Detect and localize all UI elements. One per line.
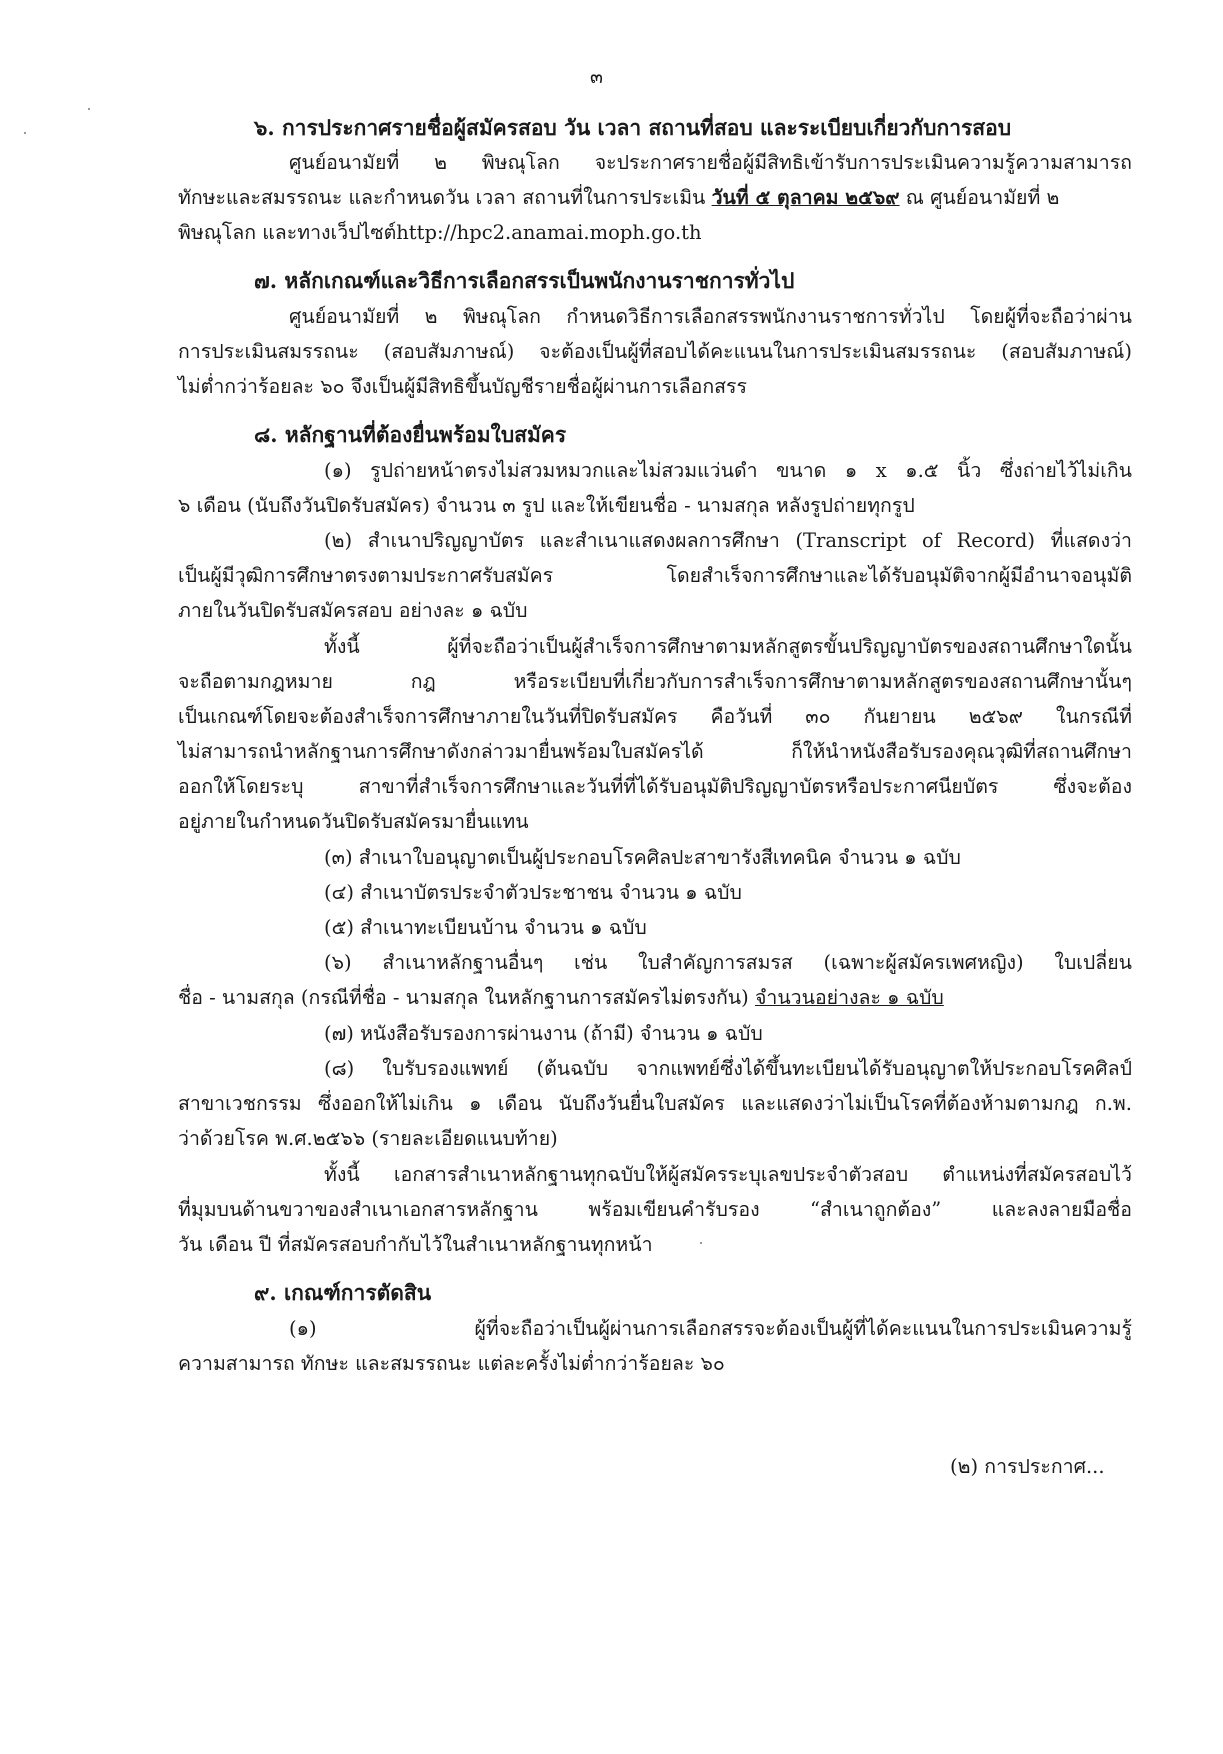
section-8-note-1-line-5: ออกให้โดยระบุ สาขาที่สำเร็จการศึกษาและวันที่ที่ได้รับอนุมัติปริญญาบัตรหรือประกาศนียบัตร ซึ่งจะต้อง bbox=[178, 775, 1132, 798]
section-8-note-1-line-3: เป็นเกณฑ์โดยจะต้องสำเร็จการศึกษาภายในวันที่ปิดรับสมัคร คือวันที่ ๓๐ กันยายน ๒๕๖๙ ในกรณีที่ bbox=[178, 705, 1132, 728]
section-8-note-1-line-4: ไม่สามารถนำหลักฐานการศึกษาดังกล่าวมายื่นพร้อมใบสมัครได้ ก็ให้นำหนังสือรับรองคุณวุฒิที่สถานศึกษา bbox=[178, 740, 1132, 763]
scan-speck bbox=[88, 108, 90, 110]
section-8-item-1-line-2: ๖ เดือน (นับถึงวันปิดรับสมัคร) จำนวน ๓ รูป และให้เขียนชื่อ - นามสกุล หลังรูปถ่ายทุกรูป bbox=[178, 494, 915, 517]
scan-speck bbox=[700, 1242, 702, 1244]
copies-each-underlined: จำนวนอย่างละ ๑ ฉบับ bbox=[754, 986, 944, 1009]
section-6-line-1: ศูนย์อนามัยที่ ๒ พิษณุโลก จะประกาศรายชื่อผู้มีสิทธิเข้ารับการประเมินความรู้ความสามารถ bbox=[289, 151, 1132, 174]
section-8-note-2-line-2: ที่มุมบนด้านขวาของสำเนาเอกสารหลักฐาน พร้อมเขียนคำรับรอง “สำเนาถูกต้อง” และลงลายมือชื่อ bbox=[178, 1198, 1132, 1221]
section-6-line-2 bbox=[178, 183, 1059, 213]
section-8-note-1-line-1: ทั้งนี้ ผู้ที่จะถือว่าเป็นผู้สำเร็จการศึกษาตามหลักสูตรขั้นปริญญาบัตรของสถานศึกษาใดนั้น bbox=[324, 635, 1132, 658]
section-9-item-1-line-2: ความสามารถ ทักษะ และสมรรถนะ แต่ละครั้งไม่ต่ำกว่าร้อยละ ๖๐ bbox=[178, 1352, 725, 1375]
section-8-item-2-line-3: ภายในวันปิดรับสมัครสอบ อย่างละ ๑ ฉบับ bbox=[178, 599, 528, 622]
section-9-heading: ๙. เกณฑ์การตัดสิน bbox=[254, 1280, 432, 1305]
section-8-item-1-line-1: (๑) รูปถ่ายหน้าตรงไม่สวมหมวกและไม่สวมแว่นดำ ขนาด ๑ x ๑.๕ นิ้ว ซึ่งถ่ายไว้ไม่เกิน bbox=[324, 459, 1132, 482]
section-8-note-1-line-2: จะถือตามกฎหมาย กฎ หรือระเบียบที่เกี่ยวกับการสำเร็จการศึกษาตามหลักสูตรของสถานศึกษานั้นๆ bbox=[178, 670, 1132, 693]
section-8-note-2-line-1: ทั้งนี้ เอกสารสำเนาหลักฐานทุกฉบับให้ผู้สมัครระบุเลขประจำตัวสอบ ตำแหน่งที่สมัครสอบไว้ bbox=[324, 1163, 1132, 1186]
section-8-item-7: (๗) หนังสือรับรองการผ่านงาน (ถ้ามี) จำนวน ๑ ฉบับ bbox=[324, 1022, 763, 1045]
section-8-item-8-line-3: ว่าด้วยโรค พ.ศ.๒๕๖๖ (รายละเอียดแนบท้าย) bbox=[178, 1127, 558, 1150]
page-number: ๓ bbox=[590, 66, 603, 88]
section-6-line-2-text: ทักษะและสมรรถนะ และกำหนดวัน เวลา สถานที่ในการประเมิน bbox=[178, 186, 712, 209]
section-8-item-6-line-2 bbox=[178, 983, 944, 1013]
section-8-note-2-line-3: วัน เดือน ปี ที่สมัครสอบกำกับไว้ในสำเนาหลักฐานทุกหน้า bbox=[178, 1233, 653, 1256]
section-7-line-2: การประเมินสมรรถนะ (สอบสัมภาษณ์) จะต้องเป็นผู้ที่สอบได้คะแนนในการประเมินสมรรถนะ (สอบสัมภาษณ์) bbox=[178, 340, 1132, 363]
scan-speck bbox=[24, 132, 26, 134]
section-8-heading: ๘. หลักฐานที่ต้องยื่นพร้อมใบสมัคร bbox=[254, 422, 567, 447]
section-8-item-2-line-1: (๒) สำเนาปริญญาบัตร และสำเนาแสดงผลการศึกษา (Transcript of Record) ที่แสดงว่า bbox=[324, 529, 1132, 552]
section-6-line-2-tail: ณ ศูนย์อนามัยที่ ๒ bbox=[899, 186, 1060, 209]
section-6-heading: ๖. การประกาศรายชื่อผู้สมัครสอบ วัน เวลา สถานที่สอบ และระเบียบเกี่ยวกับการสอบ bbox=[254, 115, 1012, 140]
assessment-date: วันที่ ๕ ตุลาคม ๒๕๖๙ bbox=[711, 186, 900, 209]
section-8-item-3: (๓) สำเนาใบอนุญาตเป็นผู้ประกอบโรคศิลปะสาขารังสีเทคนิค จำนวน ๑ ฉบับ bbox=[324, 846, 961, 869]
section-8-item-8-line-1: (๘) ใบรับรองแพทย์ (ต้นฉบับ จากแพทย์ซึ่งได้ขึ้นทะเบียนได้รับอนุญาตให้ประกอบโรคศิลป์ bbox=[324, 1057, 1132, 1080]
section-8-item-8-line-2: สาขาเวชกรรม ซึ่งออกให้ไม่เกิน ๑ เดือน นับถึงวันยื่นใบสมัคร และแสดงว่าไม่เป็นโรคที่ต้องห้ามตามกฎ ก.พ. bbox=[178, 1092, 1132, 1115]
section-8-item-6-line-2-text: ชื่อ - นามสกุล (กรณีที่ชื่อ - นามสกุล ในหลักฐานการสมัครไม่ตรงกัน) bbox=[178, 986, 755, 1009]
continuation-note: (๒) การประกาศ... bbox=[950, 1455, 1105, 1478]
section-8-item-4: (๔) สำเนาบัตรประจำตัวประชาชน จำนวน ๑ ฉบับ bbox=[324, 881, 742, 904]
section-8-item-2-line-2: เป็นผู้มีวุฒิการศึกษาตรงตามประกาศรับสมัคร โดยสำเร็จการศึกษาและได้รับอนุมัติจากผู้มีอำนาจอนุมัติ bbox=[178, 564, 1132, 587]
section-7-line-1: ศูนย์อนามัยที่ ๒ พิษณุโลก กำหนดวิธีการเลือกสรรพนักงานราชการทั่วไป โดยผู้ที่จะถือว่าผ่าน bbox=[289, 305, 1132, 328]
section-7-line-3: ไม่ต่ำกว่าร้อยละ ๖๐ จึงเป็นผู้มีสิทธิขึ้นบัญชีรายชื่อผู้ผ่านการเลือกสรร bbox=[178, 375, 747, 398]
section-9-item-1-line-1: (๑) ผู้ที่จะถือว่าเป็นผู้ผ่านการเลือกสรรจะต้องเป็นผู้ที่ได้คะแนนในการประเมินความรู้ bbox=[289, 1317, 1132, 1340]
section-8-note-1-line-6: อยู่ภายในกำหนดวันปิดรับสมัครมายื่นแทน bbox=[178, 810, 529, 833]
section-7-heading: ๗. หลักเกณฑ์และวิธีการเลือกสรรเป็นพนักงานราชการทั่วไป bbox=[254, 268, 795, 293]
section-8-item-6-line-1: (๖) สำเนาหลักฐานอื่นๆ เช่น ใบสำคัญการสมรส (เฉพาะผู้สมัครเพศหญิง) ใบเปลี่ยน bbox=[324, 951, 1132, 974]
section-6-line-3: พิษณุโลก และทางเว็ปไซต์http://hpc2.anamai.moph.go.th bbox=[178, 221, 702, 244]
section-8-item-5: (๕) สำเนาทะเบียนบ้าน จำนวน ๑ ฉบับ bbox=[324, 916, 647, 939]
